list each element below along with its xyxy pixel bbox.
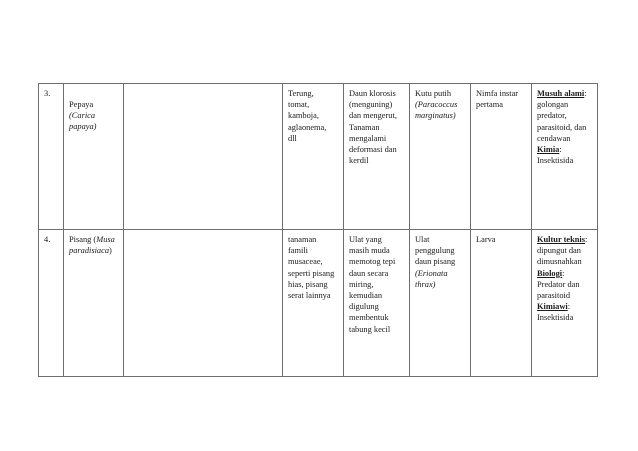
symptoms-cell: [344, 230, 410, 377]
symptom-line: Daun klorosis: [349, 89, 396, 98]
control-line: cendawan: [537, 133, 571, 143]
host-plants-cell: [283, 230, 344, 377]
host-line: musaceae,: [288, 257, 323, 267]
plant-name-cell: [64, 230, 124, 377]
symptom-line: (menguning): [349, 100, 393, 110]
plant-name: Pepaya: [69, 100, 94, 109]
symptom-line: membentuk: [349, 313, 389, 323]
plant-latin-genus: Musa: [96, 235, 115, 244]
empty-cell: [124, 84, 283, 230]
stage-line: Nimfa instar: [476, 89, 519, 98]
symptom-line: digulung: [349, 302, 379, 312]
row-number-cell: [39, 84, 64, 230]
host-line: hias, pisang: [288, 279, 328, 289]
stage-line: pertama: [476, 100, 503, 110]
plant-latin-species: papaya): [69, 122, 97, 132]
symptom-line: Ulat yang: [349, 235, 382, 244]
pest-latin-species: marginatus): [415, 111, 456, 121]
symptom-line: deformasi dan: [349, 145, 397, 155]
control-heading: Kimiawi: [537, 302, 568, 312]
control-line: golongan: [537, 100, 569, 110]
stage-line: Larva: [476, 235, 496, 244]
control-cell: Kultur teknis: dipungut dan dimusnahkan Biologi: Predator dan parasitoid Kimiawi: Insektisida: [532, 230, 598, 377]
control-line: Predator dan: [537, 279, 580, 289]
row-number: 4.: [44, 235, 51, 244]
host-line: Terung,: [288, 89, 314, 98]
control-heading: Kimia: [537, 145, 560, 155]
host-line: kamboja,: [288, 111, 319, 121]
plant-latin-genus: (Carica: [69, 111, 96, 121]
pest-table: [38, 83, 598, 377]
control-line: predator,: [537, 111, 567, 121]
host-line: seperti pisang: [288, 268, 335, 278]
host-line: tanaman: [288, 235, 317, 244]
plant-name-cell: [64, 84, 124, 230]
control-heading: Biologi: [537, 268, 563, 278]
host-line: aglaonema,: [288, 122, 327, 132]
symptom-line: memotog tepi: [349, 257, 396, 267]
symptom-line: kemudian: [349, 291, 383, 301]
plant-name: Pisang (: [69, 235, 97, 244]
pest-common-name: Kutu putih: [415, 89, 452, 98]
symptom-line: daun secara: [349, 268, 389, 278]
pest-latin-genus: (Erionata: [415, 268, 448, 278]
control-line: Insektisida: [537, 313, 574, 323]
control-line: parasitoid, dan: [537, 122, 587, 132]
control-line: Insektisida: [537, 156, 574, 166]
symptom-line: tabung kecil: [349, 324, 391, 334]
host-line: dll: [288, 133, 297, 143]
pest-cell: [410, 230, 471, 377]
attack-stage-cell: [471, 84, 532, 230]
pest-common-name: Ulat: [415, 235, 430, 244]
control-line: parasitoid: [537, 291, 571, 301]
host-line: serat lainnya: [288, 291, 331, 301]
row-number-cell: [39, 230, 64, 377]
symptom-line: mengalami: [349, 133, 387, 143]
host-line: famili: [288, 246, 309, 256]
symptoms-cell: [344, 84, 410, 230]
symptom-line: miring,: [349, 279, 374, 289]
host-plants-cell: [283, 84, 344, 230]
symptom-line: kerdil: [349, 156, 369, 166]
control-heading: Musuh alami: [537, 89, 585, 98]
table-row: [39, 84, 598, 230]
pest-latin-genus: (Paracoccus: [415, 100, 458, 110]
pest-common-name: penggulung: [415, 246, 455, 256]
pest-latin-species: thrax): [415, 279, 436, 289]
empty-cell: [124, 230, 283, 377]
table-row: [39, 230, 598, 377]
host-line: tomat,: [288, 100, 310, 110]
control-line: dimusnahkan: [537, 257, 582, 267]
pest-common-name: daun pisang: [415, 257, 456, 267]
symptom-line: Tanaman: [349, 122, 380, 132]
attack-stage-cell: [471, 230, 532, 377]
pest-cell: [410, 84, 471, 230]
plant-latin-species: paradisiaca: [69, 246, 110, 256]
row-number: 3.: [44, 89, 51, 98]
symptom-line: dan mengerut,: [349, 111, 397, 121]
control-cell: Musuh alami: golongan predator, parasitoid, dan cendawan Kimia: Insektisida: [532, 84, 598, 230]
symptom-line: masih muda: [349, 246, 390, 256]
control-line: dipungut dan: [537, 246, 581, 256]
plant-paren-close: ): [109, 246, 112, 256]
control-heading: Kultur teknis: [537, 235, 586, 244]
